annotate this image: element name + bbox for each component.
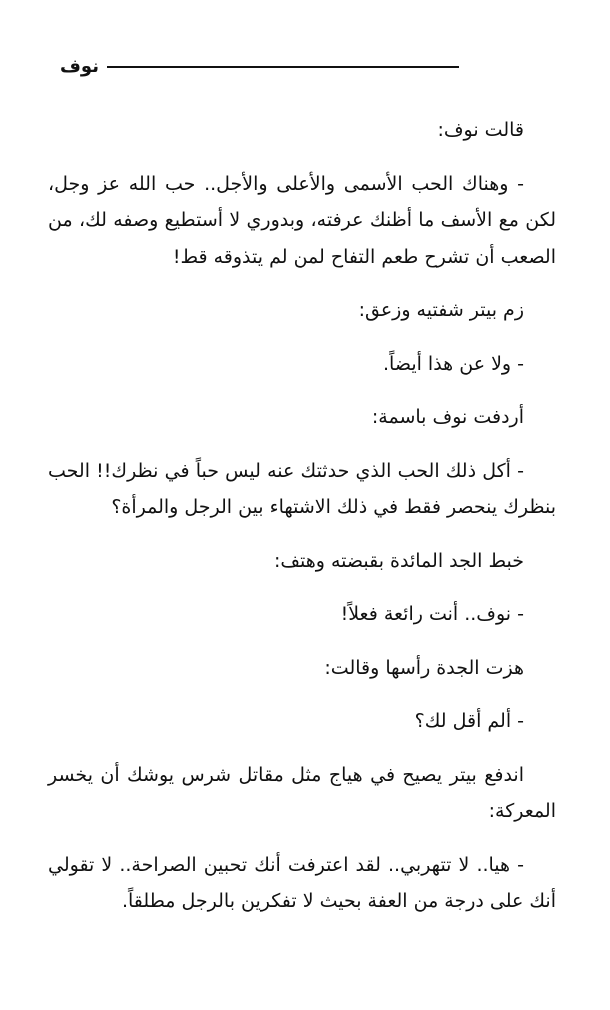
paragraph: - وهناك الحب الأسمى والأعلى والأجل.. حب الله عز وجل، لكن مع الأسف ما أظنك عرفته، وبدوري لا أستطيع وصفه لك، من الصعب أن تشرح طعم التفاح لمن لم يتذوقه قط! (48, 172, 556, 268)
paragraph: هزت الجدة رأسها وقالت: (324, 656, 524, 679)
running-header (60, 52, 460, 82)
paragraph: خبط الجد المائدة بقبضته وهتف: (273, 549, 524, 572)
header-title: نوف (60, 56, 99, 77)
paragraph: أردفت نوف باسمة: (371, 406, 524, 428)
paragraph: - نوف.. أنت رائعة فعلاً! (340, 603, 524, 625)
paragraph: - ولا عن هذا أيضاً. (383, 352, 524, 375)
body-text (48, 112, 556, 937)
paragraph: قالت نوف: (437, 119, 524, 141)
paragraph: - أكل ذلك الحب الذي حدثتك عنه ليس حباً في نظرك!! الحب بنظرك ينحصر فقط في ذلك الاشتهاء بين الرجل والمرأة؟ (48, 459, 556, 518)
paragraph: - ألم أقل لك؟ (414, 710, 524, 732)
paragraph: اندفع بيتر يصيح في هياج مثل مقاتل شرس يوشك أن يخسر المعركة: (48, 763, 556, 822)
header-rule (107, 66, 459, 68)
paragraph: - هيا.. لا تتهربي.. لقد اعترفت أنك تحبين الصراحة.. لا تقولي أنك على درجة من العفة بحيث لا تفكرين بالرجل مطلقاً. (48, 853, 556, 912)
paragraph: زم بيتر شفتيه وزعق: (358, 299, 524, 321)
